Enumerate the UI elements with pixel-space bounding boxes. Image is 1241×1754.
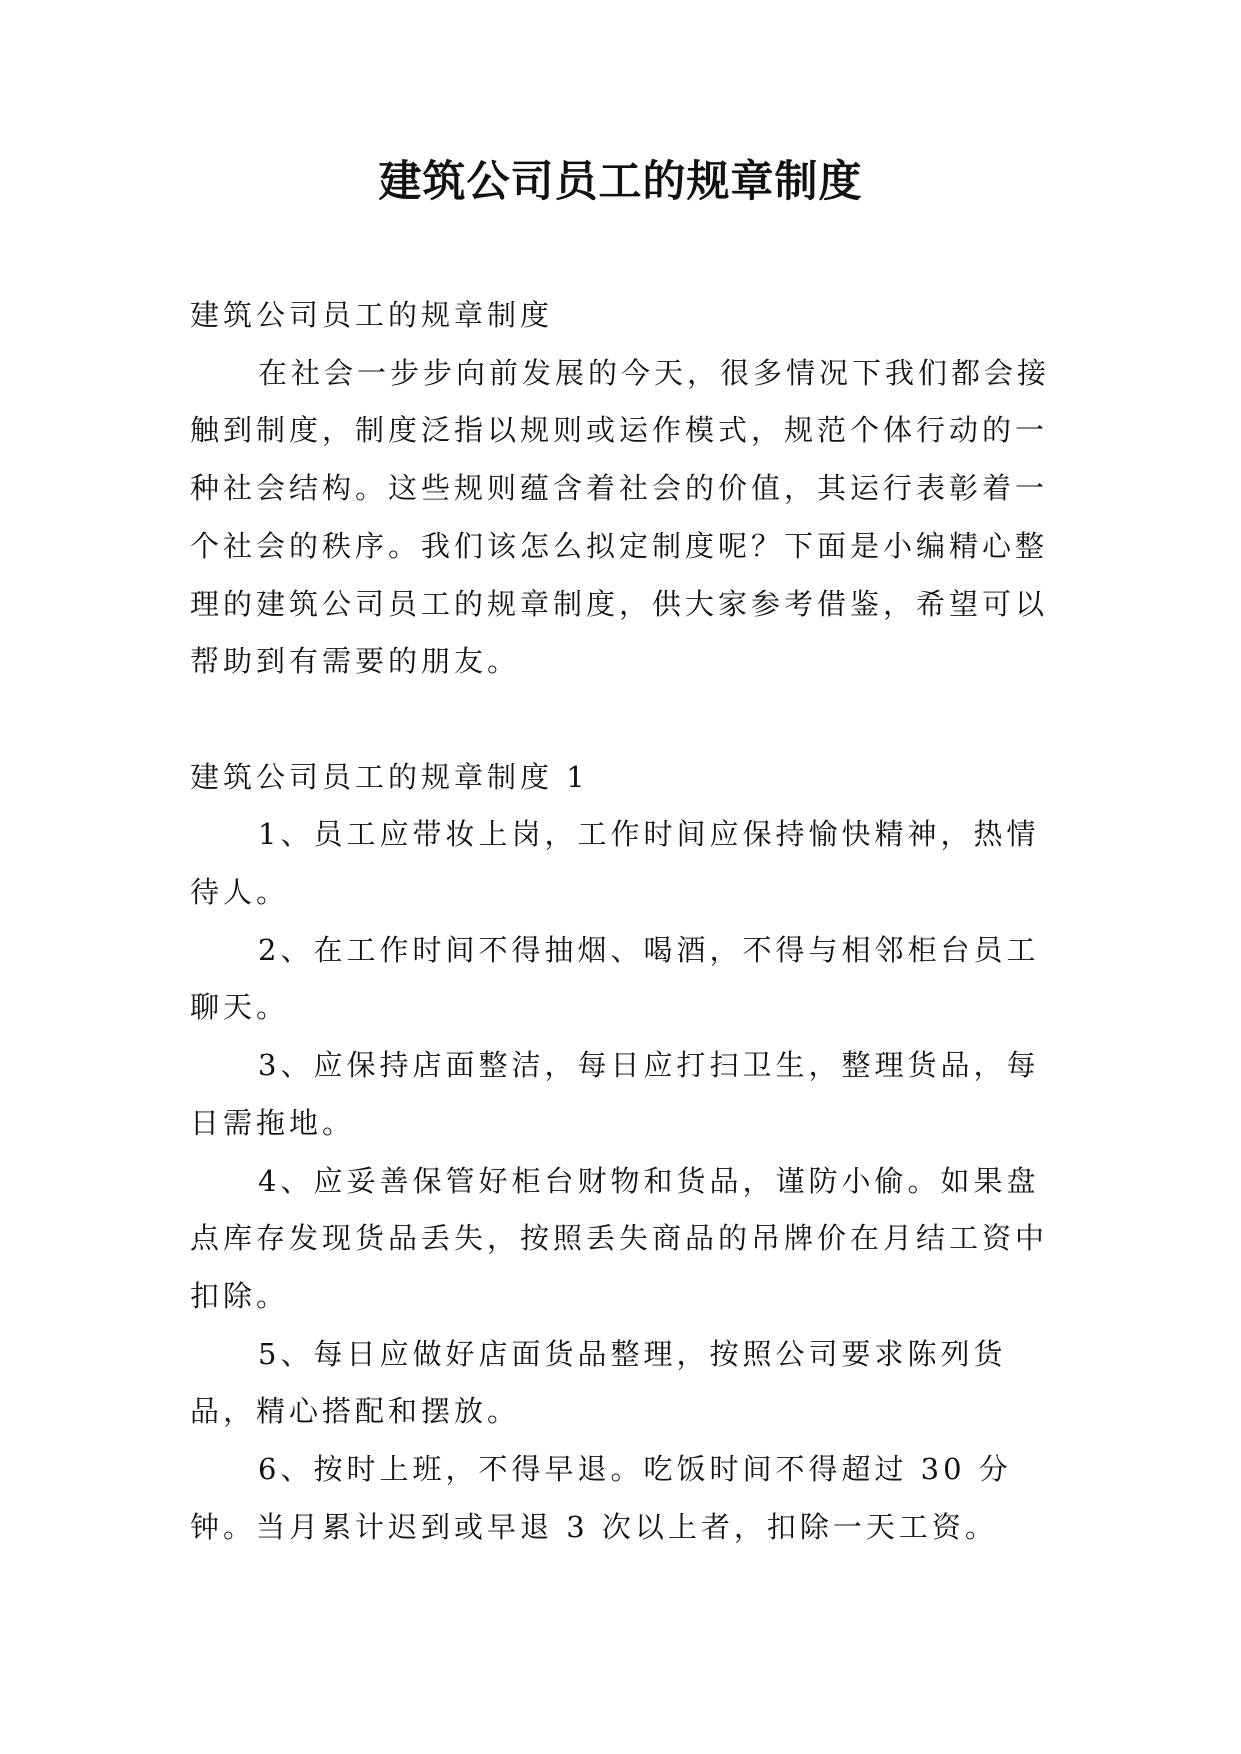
paragraph-spacer <box>190 691 1060 749</box>
rule-item-6: 6、按时上班，不得早退。吃饭时间不得超过 30 分钟。当月累计迟到或早退 3 次以上者，扣除一天工资。 <box>190 1452 1012 1544</box>
document-body <box>190 287 1060 1556</box>
document-title: 建筑公司员工的规章制度 <box>378 157 863 207</box>
rule-item-2: 2、在工作时间不得抽烟、喝酒，不得与相邻柜台员工聊天。 <box>190 932 1040 1025</box>
intro-paragraph: 在社会一步步向前发展的今天，很多情况下我们都会接触到制度，制度泛指以规则或运作模式，规范个体行动的一种社会结构。这些规则蕴含着社会的价值，其运行表彰着一个社会的秩序。我们该怎么拟定制度呢？下面是小编精心整理的建筑公司员工的规章制度，供大家参考借鉴，希望可以帮助到有需要的朋友。 <box>190 355 1051 679</box>
rule-item-5: 5、每日应做好店面货品整理，按照公司要求陈列货品，精心搭配和摆放。 <box>190 1336 1007 1429</box>
document-subtitle: 建筑公司员工的规章制度 <box>190 298 554 332</box>
section-heading: 建筑公司员工的规章制度 1 <box>190 759 589 794</box>
rule-item-1: 1、员工应带妆上岗，工作时间应保持愉快精神，热情待人。 <box>190 817 1040 910</box>
rule-item-4: 4、应妥善保管好柜台财物和货品，谨防小偷。如果盘点库存发现货品丢失，按照丢失商品的吊牌价在月结工资中扣除。 <box>190 1163 1049 1313</box>
rule-item-3: 3、应保持店面整洁，每日应打扫卫生，整理货品，每日需拖地。 <box>190 1048 1040 1140</box>
